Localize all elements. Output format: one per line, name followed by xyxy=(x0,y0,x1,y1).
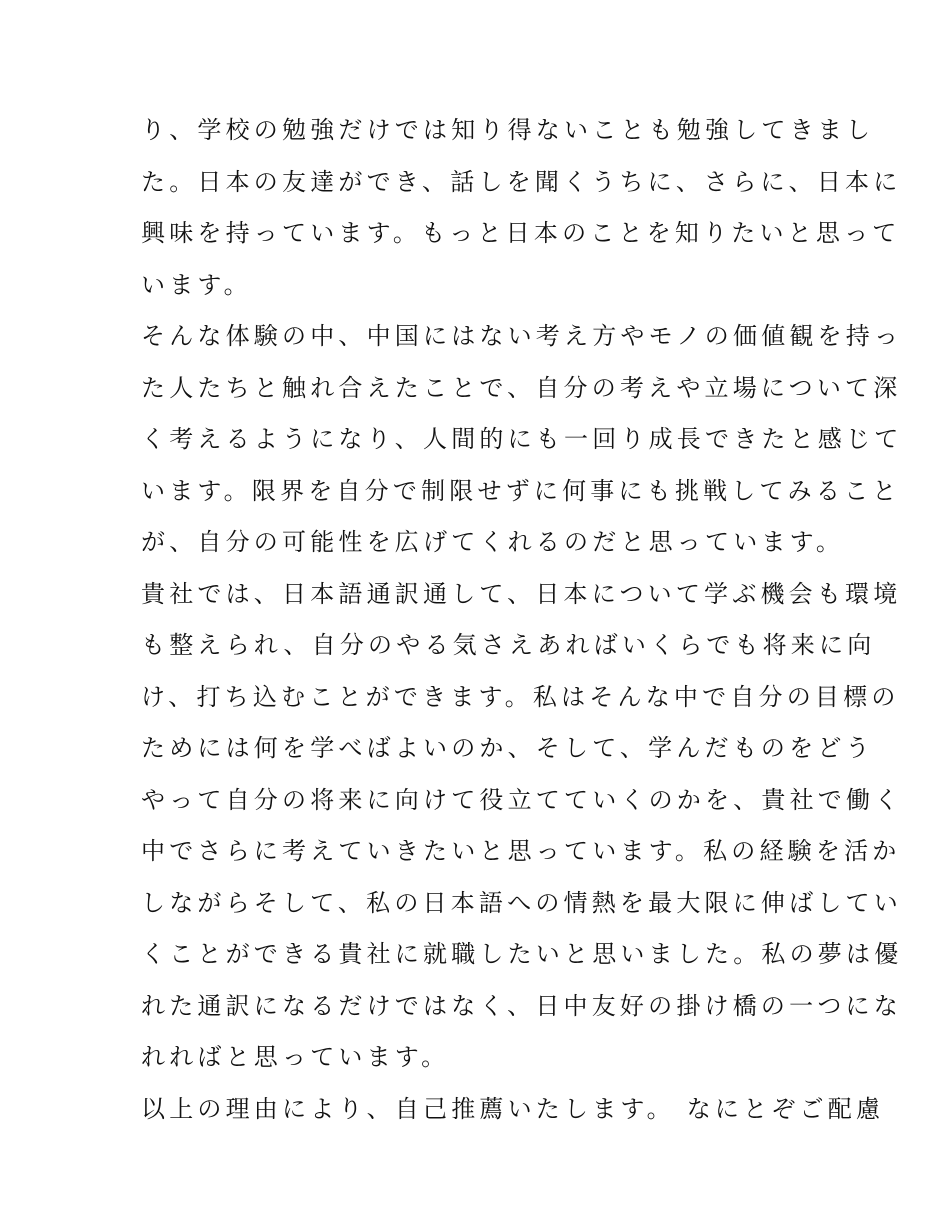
text-line: しながらそして、私の日本語への情熱を最大限に伸ばしてい xyxy=(141,888,902,917)
text-line: くことができる貴社に就職したいと思いました。私の夢は優 xyxy=(141,940,903,968)
text-line: います。限界を自分で制限せずに何事にも挑戦してみること xyxy=(141,476,901,505)
document-body xyxy=(141,110,903,1140)
text-line: た。日本の友達ができ、話しを聞くうちに、さらに、日本に xyxy=(141,167,902,196)
text-line: れた通訳になるだけではなく、日中友好の掛け橋の一つにな xyxy=(141,991,902,1020)
text-line: け、打ち込むことができます。私はそんな中で自分の目標の xyxy=(141,682,900,711)
text-line: り、学校の勉強だけでは知り得ないことも勉強してきまし xyxy=(141,116,875,144)
text-line: やって自分の将来に向けて役立てていくのかを、貴社で働く xyxy=(141,785,903,814)
text-line: も整えられ、自分のやる気さえあればいくらでも将来に向 xyxy=(141,631,876,659)
text-line: く考えるようになり、人間的にも一回り成長できたと感じて xyxy=(141,425,903,453)
text-line: た人たちと触れ合えたことで、自分の考えや立場について深 xyxy=(141,373,902,402)
text-line: が、自分の可能性を広げてくれるのだと思っています。 xyxy=(141,528,845,556)
text-line: 以上の理由により、自己推薦いたします。 なにとぞご配慮 xyxy=(141,1094,885,1123)
text-line: います。 xyxy=(141,270,252,299)
text-line: ためには何を学べばよいのか、そして、学んだものをどう xyxy=(141,734,874,762)
text-line: そんな体験の中、中国にはない考え方やモノの価値観を持っ xyxy=(141,322,903,350)
text-line: 中でさらに考えていきたいと思っています。私の経験を活か xyxy=(141,837,901,865)
text-line: 興味を持っています。もっと日本のことを知りたいと思って xyxy=(141,219,901,247)
text-line: 貴社では、日本語通訳通して、日本について学ぶ機会も環境 xyxy=(141,579,902,608)
text-line: れればと思っています。 xyxy=(141,1043,450,1071)
